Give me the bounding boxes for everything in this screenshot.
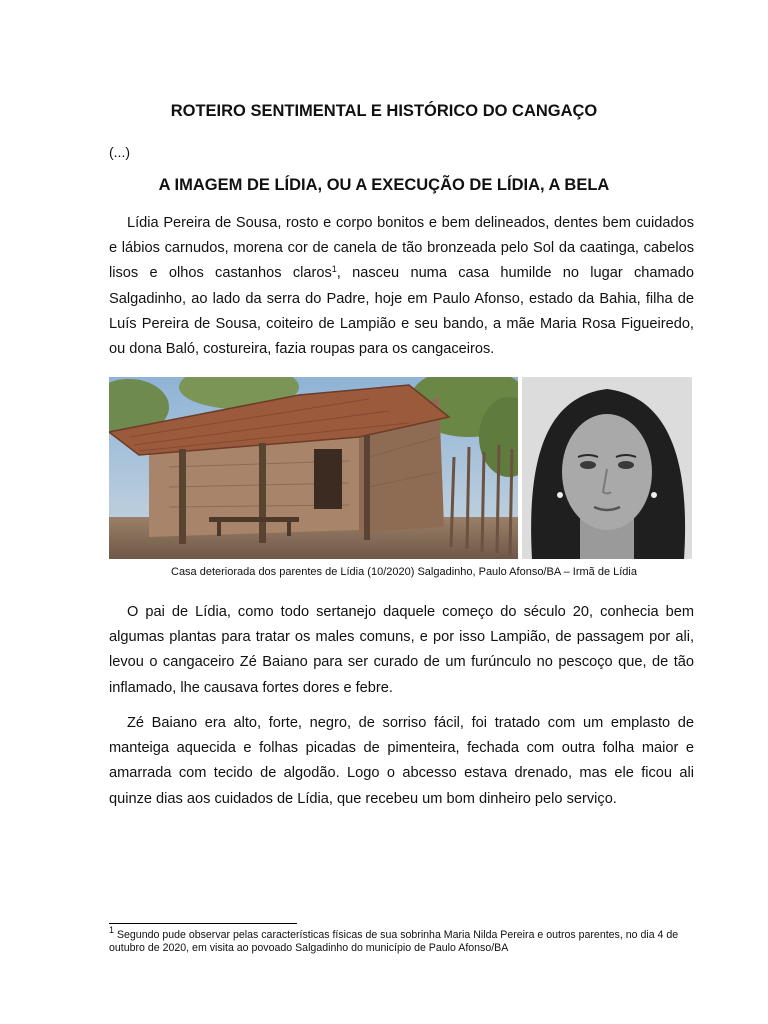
paragraph-1	[109, 211, 694, 362]
ellipsis: (...)	[109, 144, 130, 160]
document-title: ROTEIRO SENTIMENTAL E HISTÓRICO DO CANGAÇO	[170, 102, 598, 120]
portrait-photo	[522, 377, 692, 559]
paragraph-1-text-b: , nasceu numa casa humilde no lugar chamado Salgadinho, ao lado da serra do Padre, hoje em Paulo Afonso, estado da Bahia, filha de Luís Pereira de Sousa, coiteiro de Lampião e seu bando, a mãe Maria Rosa Figueiredo, ou dona Baló, costureira, fazia roupas para os cangaceiros.	[109, 265, 694, 358]
house-photo	[109, 377, 518, 559]
footnote-text: Segundo pude observar pelas características físicas de sua sobrinha Maria Nilda Pereira e outros parentes, no dia 4 de outubro de 2020, em visita ao povoado Salgadinho do município de Paulo Afonso/BA	[109, 929, 679, 954]
section-subtitle: A IMAGEM DE LÍDIA, OU A EXECUÇÃO DE LÍDIA, A BELA	[158, 176, 610, 194]
footnote-marker: 1	[109, 925, 115, 935]
footnote	[109, 925, 699, 955]
paragraph-1-text-a: Lídia Pereira de Sousa, rosto e corpo bonitos e bem delineados, dentes bem cuidados e lábios carnudos, morena cor de canela de tão bronzeada pelo Sol da caatinga, cabelos lisos e olhos castanhos claros	[109, 215, 694, 282]
figure-caption: Casa deteriorada dos parentes de Lídia (10/2020) Salgadinho, Paulo Afonso/BA – Irmã de Lídia	[171, 566, 637, 578]
footnote-separator	[109, 923, 297, 924]
paragraph-3: Zé Baiano era alto, forte, negro, de sorriso fácil, foi tratado com um emplasto de manteiga aquecida e folhas picadas de pimenteira, fechada com outra folha maior e amarrada com tecido de algodão. Logo o abcesso estava drenado, mas ele ficou ali quinze dias aos cuidados de Lídia, que recebeu um bom dinheiro pelo serviço.	[109, 715, 694, 807]
footnote-reference[interactable]: 1	[331, 264, 337, 275]
paragraph-2: O pai de Lídia, como todo sertanejo daquele começo do século 20, conhecia bem algumas plantas para tratar os males comuns, e por isso Lampião, de passagem por ali, levou o cangaceiro Zé Baiano para ser curado de um furúnculo no pescoço que, de tão inflamado, lhe causava fortes dores e febre.	[109, 604, 694, 696]
